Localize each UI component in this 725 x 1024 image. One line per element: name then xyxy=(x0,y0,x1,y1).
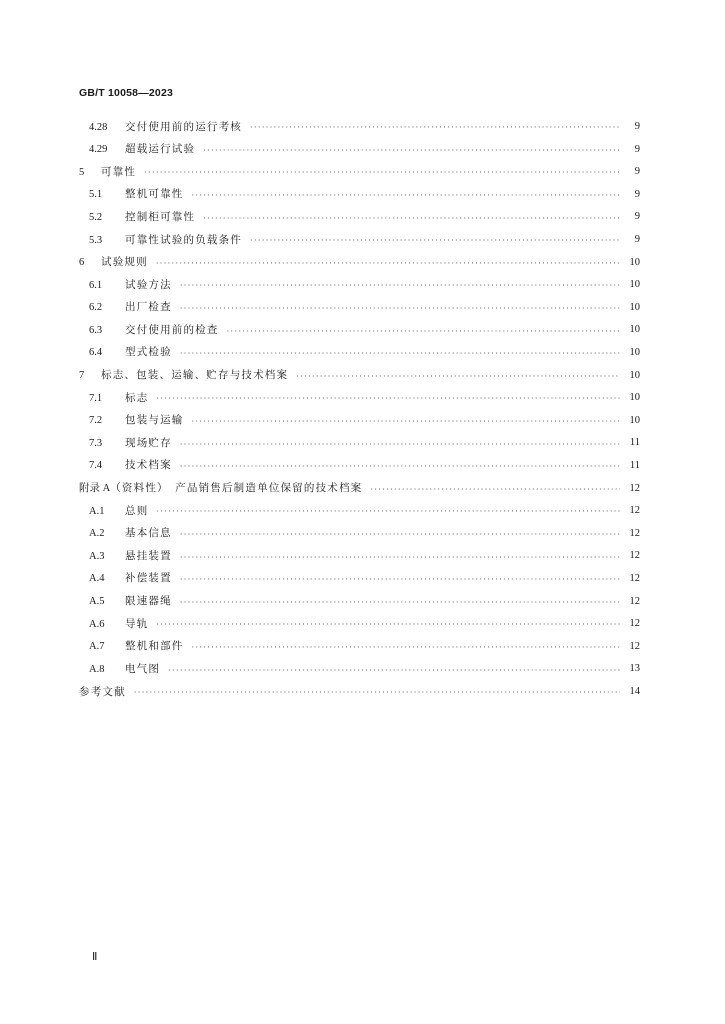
toc-section-number: 6.2 xyxy=(89,302,103,314)
toc-entry-label xyxy=(79,370,288,382)
toc-entry[interactable] xyxy=(79,636,640,659)
toc-leader-dots xyxy=(296,373,620,381)
toc-section-title: 型式检验 xyxy=(125,346,172,359)
toc-entry-label xyxy=(79,664,160,676)
toc-section-number: 7.4 xyxy=(89,460,103,472)
toc-section-title: 整机和部件 xyxy=(125,640,184,653)
toc-page-number: 12 xyxy=(629,618,640,630)
toc-section-title: 整机可靠性 xyxy=(125,188,184,201)
toc-entry-label xyxy=(79,280,172,292)
toc-entry[interactable] xyxy=(79,568,640,591)
toc-entry-label xyxy=(79,212,195,224)
toc-section-number: 7.1 xyxy=(89,392,103,404)
toc-entry-label xyxy=(79,302,172,314)
toc-page-number: 12 xyxy=(629,482,640,494)
toc-section-title: 控制柜可靠性 xyxy=(125,210,196,223)
toc-entry-label xyxy=(79,460,172,472)
toc-section-number: A.3 xyxy=(89,550,105,562)
toc-page-number: 9 xyxy=(634,211,640,223)
toc-page-number: 12 xyxy=(629,595,640,607)
toc-section-number: A.2 xyxy=(89,528,105,540)
toc-entry[interactable] xyxy=(79,478,640,501)
toc-section-number: 6 xyxy=(79,257,85,269)
toc-section-title: 技术档案 xyxy=(125,459,172,472)
toc-leader-dots xyxy=(156,621,620,629)
toc-section-number: 附录 A xyxy=(79,483,111,495)
toc-leader-dots xyxy=(250,237,620,245)
toc-entry[interactable] xyxy=(79,613,640,636)
toc-entry[interactable] xyxy=(79,206,640,229)
toc-section-number: 6.4 xyxy=(89,347,103,359)
toc-entry[interactable] xyxy=(79,545,640,568)
toc-entry[interactable] xyxy=(79,274,640,297)
toc-leader-dots xyxy=(180,305,620,313)
toc-section-title: 包装与运输 xyxy=(125,414,184,427)
toc-page-number: 13 xyxy=(629,663,640,675)
toc-entry-label xyxy=(79,347,172,359)
toc-leader-dots xyxy=(180,554,620,562)
toc-page-number: 10 xyxy=(629,279,640,291)
toc-section-title: 基本信息 xyxy=(125,527,172,540)
toc-section-number: A.7 xyxy=(89,641,105,653)
toc-page-number: 9 xyxy=(634,188,640,200)
toc-section-number: 5.3 xyxy=(89,234,103,246)
toc-entry-label xyxy=(79,551,172,563)
toc-section-title: 出厂检查 xyxy=(125,301,172,314)
toc-entry-label xyxy=(79,393,148,405)
toc-section-title: 试验方法 xyxy=(125,278,172,291)
toc-entry-label xyxy=(79,483,362,495)
toc-entry-label xyxy=(79,619,148,631)
toc-entry-label xyxy=(79,415,184,427)
toc-page-number: 10 xyxy=(629,324,640,336)
toc-page-number: 10 xyxy=(629,301,640,313)
toc-section-title: 超载运行试验 xyxy=(125,143,196,156)
toc-page-number: 9 xyxy=(634,166,640,178)
toc-leader-dots xyxy=(250,124,620,132)
toc-entry-label xyxy=(79,596,172,608)
toc-entry[interactable] xyxy=(79,319,640,342)
toc-entry[interactable] xyxy=(79,455,640,478)
toc-leader-dots xyxy=(227,328,620,336)
toc-section-number: A.1 xyxy=(89,505,105,517)
toc-section-title: 试验规则 xyxy=(101,256,148,269)
table-of-contents xyxy=(79,116,640,703)
toc-leader-dots xyxy=(180,576,620,584)
toc-entry-label xyxy=(79,235,242,247)
toc-page-number: 12 xyxy=(629,572,640,584)
toc-page-number: 12 xyxy=(629,640,640,652)
toc-leader-dots xyxy=(180,350,620,358)
toc-section-title: 交付使用前的检查 xyxy=(125,323,219,336)
toc-entry[interactable] xyxy=(79,590,640,613)
toc-entry[interactable] xyxy=(79,658,640,681)
toc-section-title: 限速器绳 xyxy=(125,595,172,608)
toc-entry[interactable] xyxy=(79,432,640,455)
toc-page-number: 10 xyxy=(629,392,640,404)
toc-entry-label xyxy=(79,506,148,518)
toc-entry-label xyxy=(79,189,184,201)
toc-entry[interactable] xyxy=(79,500,640,523)
toc-section-title: 参考文献 xyxy=(79,685,126,698)
toc-leader-dots xyxy=(180,282,620,290)
toc-entry[interactable] xyxy=(79,229,640,252)
toc-entry[interactable] xyxy=(79,297,640,320)
toc-leader-dots xyxy=(192,192,621,200)
toc-section-title: 可靠性试验的负载条件 xyxy=(125,233,242,246)
toc-entry-label xyxy=(79,528,172,540)
toc-entry-label xyxy=(79,167,136,179)
toc-section-number: 7 xyxy=(79,370,85,382)
toc-entry[interactable] xyxy=(79,139,640,162)
toc-section-number: 6.3 xyxy=(89,324,103,336)
toc-leader-dots xyxy=(180,441,620,449)
toc-entry-label xyxy=(79,257,148,269)
toc-page-number: 11 xyxy=(629,437,640,449)
toc-section-title: 电气图 xyxy=(125,662,161,675)
toc-entry[interactable] xyxy=(79,342,640,365)
toc-entry[interactable] xyxy=(79,681,640,704)
toc-page-number: 12 xyxy=(629,505,640,517)
toc-entry[interactable] xyxy=(79,523,640,546)
toc-section-title: 交付使用前的运行考核 xyxy=(125,120,242,133)
toc-leader-dots xyxy=(370,486,620,494)
toc-page-number: 11 xyxy=(629,459,640,471)
toc-leader-dots xyxy=(180,599,620,607)
toc-section-number: 4.28 xyxy=(89,121,108,133)
toc-section-title: 标志、包装、运输、贮存与技术档案 xyxy=(101,369,289,382)
toc-page-number: 10 xyxy=(629,346,640,358)
toc-section-title: 总则 xyxy=(125,504,149,517)
toc-section-number: 5.1 xyxy=(89,189,103,201)
toc-leader-dots xyxy=(180,463,620,471)
toc-entry-label xyxy=(79,687,126,698)
toc-section-title: 可靠性 xyxy=(101,165,137,178)
standard-code-header: GB/T 10058—2023 xyxy=(79,87,174,99)
toc-page-number: 10 xyxy=(629,369,640,381)
toc-entry[interactable] xyxy=(79,116,640,139)
toc-leader-dots xyxy=(203,215,620,223)
toc-section-number: 5.2 xyxy=(89,211,103,223)
toc-leader-dots xyxy=(156,508,620,516)
toc-leader-dots xyxy=(203,147,620,155)
toc-entry-label xyxy=(79,325,219,337)
toc-leader-dots xyxy=(192,644,621,652)
toc-entry[interactable] xyxy=(79,252,640,275)
toc-leader-dots xyxy=(134,689,620,697)
toc-leader-dots xyxy=(156,260,620,268)
toc-entry[interactable] xyxy=(79,387,640,410)
toc-page-number: 10 xyxy=(629,256,640,268)
toc-page-number: 9 xyxy=(634,143,640,155)
page-number-footer: Ⅱ xyxy=(92,951,98,963)
toc-page-number: 10 xyxy=(629,414,640,426)
toc-entry-label xyxy=(79,438,172,450)
toc-section-number: 7.2 xyxy=(89,415,103,427)
toc-entry[interactable] xyxy=(79,161,640,184)
toc-page-number: 14 xyxy=(629,685,640,697)
toc-section-number: A.5 xyxy=(89,596,105,608)
toc-section-number: 4.29 xyxy=(89,144,108,156)
toc-section-number: A.4 xyxy=(89,573,105,585)
toc-section-title: 标志 xyxy=(125,391,149,404)
toc-entry[interactable] xyxy=(79,365,640,388)
toc-entry-label xyxy=(79,122,242,134)
toc-section-title: 现场贮存 xyxy=(125,436,172,449)
toc-section-number: 5 xyxy=(79,166,85,178)
toc-entry[interactable] xyxy=(79,184,640,207)
toc-leader-dots xyxy=(168,667,620,675)
toc-leader-dots xyxy=(156,395,620,403)
toc-section-title: 导轨 xyxy=(125,617,149,630)
toc-section-number: A.6 xyxy=(89,618,105,630)
toc-leader-dots xyxy=(192,418,621,426)
toc-entry-label xyxy=(79,641,184,653)
toc-page-number: 12 xyxy=(629,527,640,539)
toc-page-number: 12 xyxy=(629,550,640,562)
toc-section-title: （资料性） 产品销售后制造单位保留的技术档案 xyxy=(110,482,363,495)
toc-leader-dots xyxy=(180,531,620,539)
toc-section-number: 7.3 xyxy=(89,437,103,449)
toc-leader-dots xyxy=(144,169,620,177)
toc-page-number: 9 xyxy=(634,121,640,133)
toc-entry-label xyxy=(79,573,172,585)
toc-section-number: A.8 xyxy=(89,663,105,675)
toc-section-title: 补偿装置 xyxy=(125,572,172,585)
toc-section-number: 6.1 xyxy=(89,279,103,291)
toc-entry-label xyxy=(79,144,195,156)
toc-entry[interactable] xyxy=(79,410,640,433)
toc-section-title: 悬挂装置 xyxy=(125,549,172,562)
toc-page-number: 9 xyxy=(634,234,640,246)
